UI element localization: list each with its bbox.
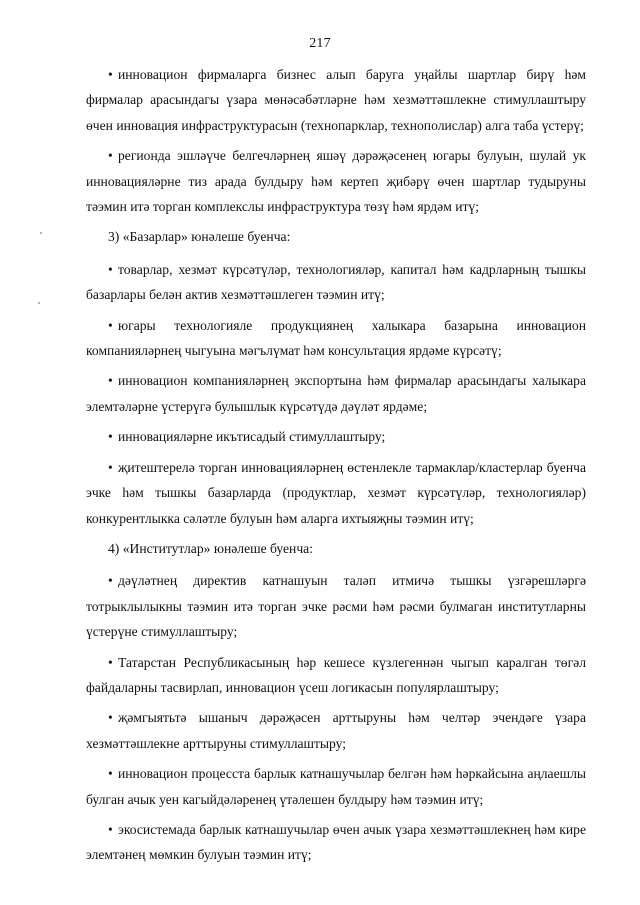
- bullet-paragraph: [86, 455, 586, 531]
- section-heading-markets: 3) «Базарлар» юнәлеше буенча:: [108, 229, 291, 245]
- bullet-marker: •: [108, 429, 113, 445]
- paragraph-text: инновацияләрне икътисадый стимуллаштыру;: [118, 429, 386, 445]
- paragraph-text: Татарстан Республикасының һәр кешесе күзлегеннән чыгып каралган төгәл файдаларны тасвирлап, инновацион үсеш логикасын популярлаштыру;: [86, 654, 586, 695]
- bullet-marker: •: [108, 573, 113, 589]
- bullet-marker: •: [108, 459, 113, 475]
- bullet-marker: •: [108, 261, 113, 277]
- page-number: 217: [309, 36, 331, 51]
- section-heading-institutions: 4) «Институтлар» юнәлеше буенча:: [108, 540, 313, 556]
- bullet-marker: •: [108, 710, 113, 726]
- paragraph-text: җәмгыятьтә ышаныч дәрәҗәсен арттыруны һәм челтәр эчендәге үзара хезмәттәшлекне арттыруны стимуллаштыру;: [86, 710, 586, 751]
- bullet-paragraph: [86, 424, 586, 449]
- bullet-paragraph: [86, 650, 586, 701]
- bullet-marker: •: [108, 654, 113, 670]
- bullet-paragraph: [86, 62, 586, 138]
- paragraph-text: инновацион фирмаларга бизнес алып баруга уңайлы шартлар бирү һәм фирмалар арасындагы үзара мөнәсәбәтләрне һәм хезмәттәшлекне стимуллаштыру өчен инновация инфраструктурасын (технопарклар, технополислар) алга таба үстерү;: [86, 67, 586, 133]
- bullet-paragraph: [86, 368, 586, 419]
- bullet-paragraph: [86, 817, 586, 868]
- bullet-paragraph: [86, 761, 586, 812]
- paragraph-text: инновацион процесста барлык катнашучылар белгән һәм һәркайсына аңлаешлы булган ачык уен кагыйдәләренең үтәлешен булдыру һәм тәэмин итү;: [86, 766, 586, 807]
- paragraph-text: регионда эшләүче белгечләрнең яшәү дәрәҗәсенең югары булуын, шулай ук инновацияләрне тиз арада булдыру һәм кертеп җибәрү өчен шартлар тудыруны тәэмин итә торган комплекслы инфраструктура төзү һәм ярдәм итү;: [86, 148, 586, 215]
- paragraph-text: инновацион компанияләрнең экспортына һәм фирмалар арасындагы халыкара элемтәләрне үстерүгә булышлык күрсәтүдә дәүләт ярдәме;: [86, 373, 586, 414]
- scan-speck: [40, 232, 42, 234]
- bullet-paragraph: [86, 257, 586, 308]
- bullet-marker: •: [108, 373, 113, 389]
- paragraph-text: дәүләтнең директив катнашуын таләп итмичә тышкы үзгәрешләргә тотрыклылыкны тәэмин итә торган эчке рәсми һәм рәсми булмаган институтларны үстерүне стимуллаштыру;: [86, 573, 586, 640]
- document-body: [86, 62, 586, 873]
- paragraph-text: товарлар, хезмәт күрсәтүләр, технологияләр, капитал һәм кадрларның тышкы базарлары белән актив хезмәттәшлеген тәэмин итү;: [86, 261, 586, 303]
- bullet-marker: •: [108, 766, 113, 782]
- bullet-marker: •: [108, 317, 113, 333]
- bullet-marker: •: [108, 821, 113, 837]
- bullet-paragraph: [86, 705, 586, 756]
- paragraph-text: экосистемада барлык катнашучылар өчен ачык үзара хезмәттәшлекнең һәм кире элемтәнең мөмкин булуын тәэмин итү;: [86, 821, 586, 863]
- paragraph-text: югары технологияле продукциянең халыкара базарына инновацион компанияләрнең чыгуына мәгълүмат һәм консультация ярдәме күрсәтү;: [86, 317, 586, 359]
- paragraph-text: җитештерелә торган инновацияләрнең өстенлекле тармаклар/кластерлар буенча эчке һәм тышкы базарларда (продуктлар, хезмәт күрсәтүләр, технологияләр) конкурентлыкка сәләтле булуын һәм аларга ихтыяҗны тәэмин итү;: [86, 459, 586, 526]
- scan-speck: [38, 302, 40, 304]
- bullet-marker: •: [108, 148, 113, 164]
- bullet-marker: •: [108, 67, 113, 82]
- bullet-paragraph: [86, 568, 586, 644]
- bullet-paragraph: [86, 143, 586, 219]
- bullet-paragraph: [86, 313, 586, 364]
